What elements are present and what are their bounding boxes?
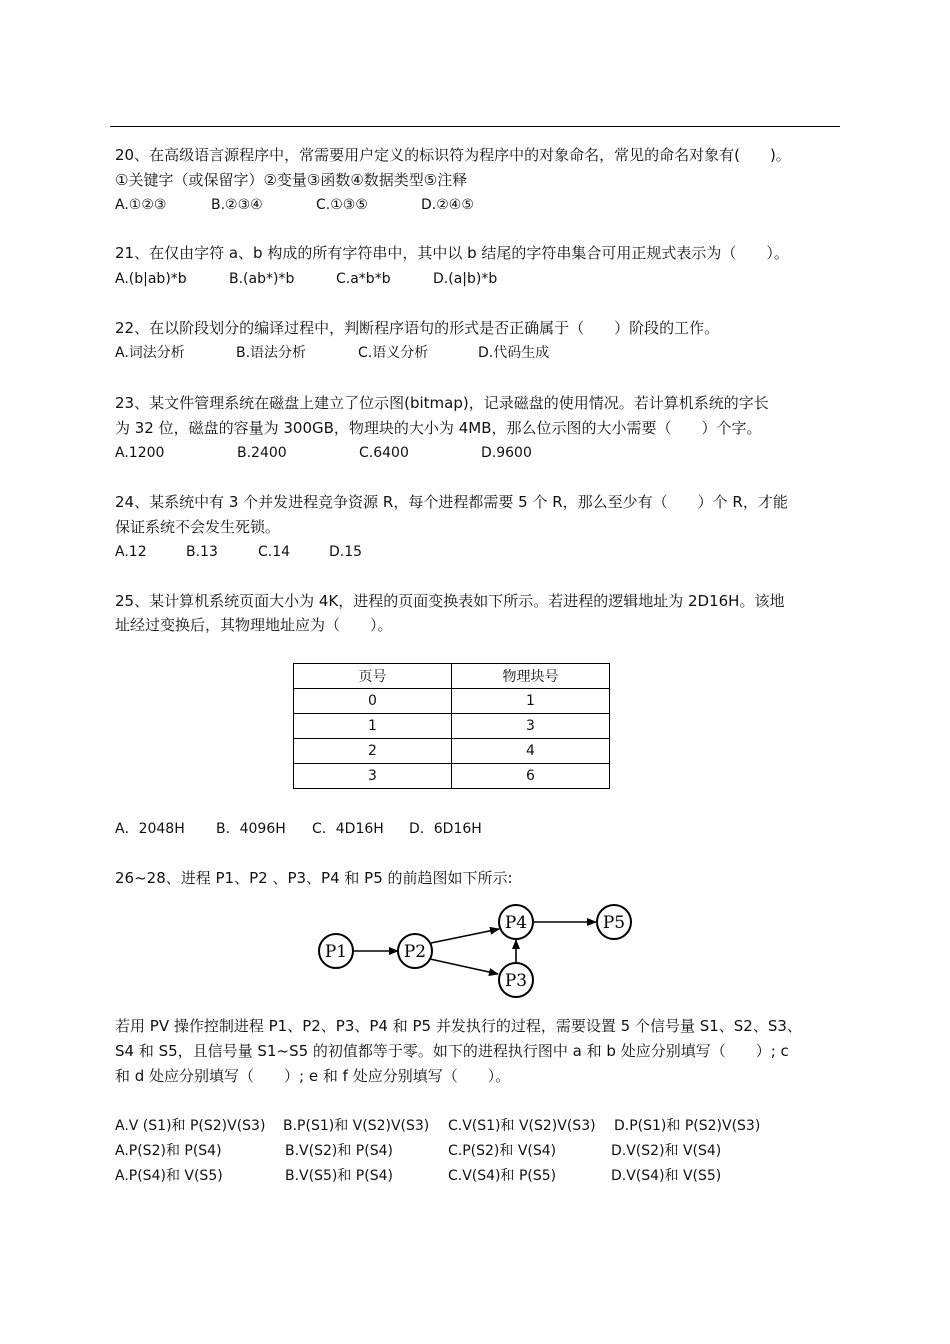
- q26-option-a: A.V (S1)和 P(S2)V(S3): [115, 1118, 266, 1134]
- q26-option-b: B.P(S1)和 V(S2)V(S3): [283, 1118, 430, 1134]
- q28-option-a: A.P(S4)和 V(S5): [115, 1168, 223, 1184]
- table-cell: 0: [294, 689, 452, 714]
- q23-option-b: B.2400: [237, 445, 287, 461]
- q21-option-d: D.(a|b)*b: [433, 271, 498, 287]
- q23-option-c: C.6400: [359, 445, 409, 461]
- q28-option-c: C.V(S4)和 P(S5): [448, 1168, 557, 1184]
- q24-line-1: 24、某系统中有 3 个并发进程竞争资源 R，每个进程都需要 5 个 R，那么至少有（ ）个 R，才能: [115, 493, 788, 511]
- page-table-header-cell: 页号: [294, 664, 452, 689]
- q21-stem: 21、在仅由字符 a、b 构成的所有字符串中，其中以 b 结尾的字符串集合可用正规式表示为（ ）。: [115, 244, 789, 262]
- q25-option-d: D．6D16H: [409, 821, 482, 837]
- q26-intro: 26~28、进程 P1、P2 、P3、P4 和 P5 的前趋图如下所示:: [115, 869, 513, 887]
- page-table: [293, 663, 610, 789]
- table-cell: 1: [294, 714, 452, 739]
- q22-option-b: B.语法分析: [236, 345, 307, 361]
- table-cell: 6: [452, 764, 610, 789]
- q23-option-a: A.1200: [115, 445, 165, 461]
- q27-option-d: D.V(S2)和 V(S4): [611, 1143, 722, 1159]
- table-cell: 2: [294, 739, 452, 764]
- edge-p2-p3: [430, 959, 498, 974]
- q21-option-a: A.(b|ab)*b: [115, 271, 187, 287]
- table-cell: 3: [294, 764, 452, 789]
- q21-option-b: B.(ab*)*b: [229, 271, 295, 287]
- q23-option-d: D.9600: [481, 445, 532, 461]
- q27-option-b: B.V(S2)和 P(S4): [285, 1143, 393, 1159]
- q21-option-c: C.a*b*b: [336, 271, 391, 287]
- table-row: [294, 714, 610, 739]
- q25-option-b: B．4096H: [216, 821, 286, 837]
- q26-option-c: C.V(S1)和 V(S2)V(S3): [448, 1118, 596, 1134]
- table-cell: 1: [452, 689, 610, 714]
- q25-option-c: C．4D16H: [312, 821, 384, 837]
- q22-stem: 22、在以阶段划分的编译过程中，判断程序语句的形式是否正确属于（ ）阶段的工作。: [115, 319, 720, 337]
- q20-option-d: D.②④⑤: [421, 197, 474, 213]
- q25-option-a: A．2048H: [115, 821, 185, 837]
- q25-line-2: 址经过变换后，其物理地址应为（ ）。: [115, 616, 393, 634]
- node-p5-label: P5: [602, 913, 626, 933]
- node-p1-label: P1: [324, 942, 348, 962]
- q24-option-b: B.13: [186, 544, 218, 560]
- table-cell: 3: [452, 714, 610, 739]
- top-divider: [110, 126, 840, 127]
- q26-line-2: S4 和 S5，且信号量 S1~S5 的初值都等于零。如下的进程执行图中 a 和 b 处应分别填写（ ）; c: [115, 1042, 789, 1060]
- node-p3-label: P3: [504, 971, 528, 991]
- q20-option-c: C.①③⑤: [316, 197, 368, 213]
- node-p4: [499, 905, 533, 939]
- q27-option-a: A.P(S2)和 P(S4): [115, 1143, 222, 1159]
- q20-items: ①关键字（或保留字）②变量③函数④数据类型⑤注释: [115, 171, 468, 189]
- q24-line-2: 保证系统不会发生死锁。: [115, 518, 281, 536]
- q25-line-1: 25、某计算机系统页面大小为 4K，进程的页面变换表如下所示。若进程的逻辑地址为 2D16H。该地: [115, 592, 785, 610]
- node-p1: [319, 934, 353, 968]
- table-row: [294, 689, 610, 714]
- q24-option-d: D.15: [329, 544, 363, 560]
- q24-option-a: A.12: [115, 544, 147, 560]
- page-table-header-cell: 物理块号: [452, 664, 610, 689]
- q24-option-c: C.14: [258, 544, 291, 560]
- node-p3: [499, 963, 533, 997]
- q28-option-d: D.V(S4)和 V(S5): [611, 1168, 722, 1184]
- q26-line-1: 若用 PV 操作控制进程 P1、P2、P3、P4 和 P5 并发执行的过程，需要设置 5 个信号量 S1、S2、S3、: [115, 1017, 802, 1035]
- q26-option-d: D.P(S1)和 P(S2)V(S3): [614, 1118, 761, 1134]
- q27-option-c: C.P(S2)和 V(S4): [448, 1143, 557, 1159]
- q20-option-b: B.②③④: [211, 197, 263, 213]
- q20-option-a: A.①②③: [115, 197, 167, 213]
- q23-line-1: 23、某文件管理系统在磁盘上建立了位示图(bitmap)，记录磁盘的使用情况。若计算机系统的字长: [115, 394, 769, 412]
- table-row: [294, 739, 610, 764]
- node-p2: [398, 934, 432, 968]
- q26-line-3: 和 d 处应分别填写（ ）; e 和 f 处应分别填写（ ）。: [115, 1067, 511, 1085]
- table-row: [294, 764, 610, 789]
- q22-option-c: C.语义分析: [358, 345, 429, 361]
- q22-option-d: D.代码生成: [478, 345, 550, 361]
- q22-option-a: A.词法分析: [115, 345, 185, 361]
- q20-stem: 20、在高级语言源程序中，常需要用户定义的标识符为程序中的对象命名，常见的命名对象有( )。: [115, 146, 791, 164]
- node-p2-label: P2: [403, 942, 427, 962]
- edge-p2-p4: [431, 929, 499, 943]
- node-p4-label: P4: [504, 913, 528, 933]
- q23-line-2: 为 32 位，磁盘的容量为 300GB，物理块的大小为 4MB，那么位示图的大小需要（ ）个字。: [115, 419, 762, 437]
- page-table-header: [294, 664, 610, 689]
- q28-option-b: B.V(S5)和 P(S4): [285, 1168, 393, 1184]
- precedence-graph: [310, 898, 650, 1003]
- node-p5: [597, 905, 631, 939]
- table-cell: 4: [452, 739, 610, 764]
